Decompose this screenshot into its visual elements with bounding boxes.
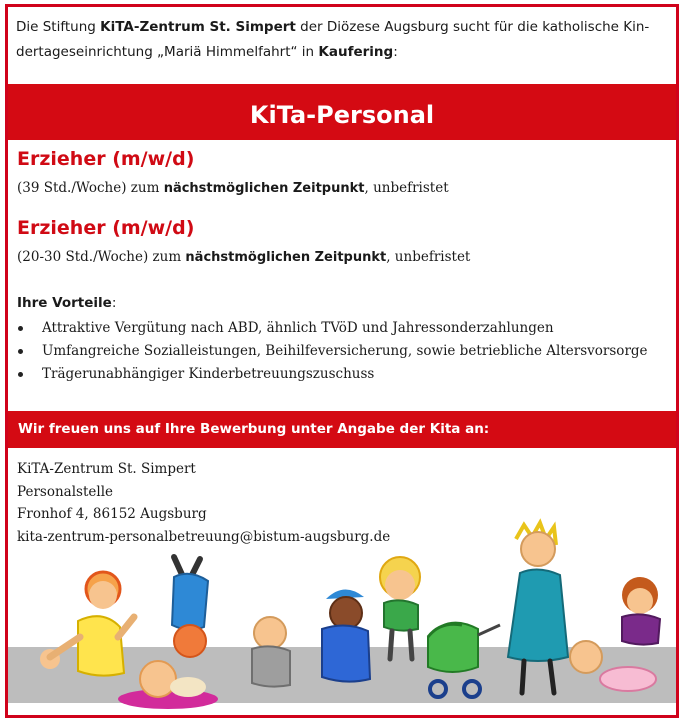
child-figure-blue: [322, 589, 370, 681]
contact-email[interactable]: kita-zentrum-personalbetreuung@bistum-augsburg.de: [17, 528, 391, 545]
organization-name: KiTA-Zentrum St. Simpert: [100, 19, 296, 35]
job-title-2: Erzieher (m/w/d): [17, 217, 195, 239]
bullet-icon: [18, 349, 23, 354]
child-figure-yellow: [40, 572, 134, 676]
address-department: Personalstelle: [17, 483, 114, 500]
job-title-1: Erzieher (m/w/d): [17, 148, 195, 170]
bullet-icon: [18, 372, 23, 377]
child-figure-handstand: [172, 557, 208, 657]
benefits-list: [17, 317, 667, 386]
address-street: Fronhof 4, 86152 Augsburg: [17, 506, 207, 522]
child-figure-purple: [622, 577, 660, 645]
location-name: Kaufering: [318, 44, 394, 60]
title-banner: KiTa-Personal: [8, 84, 676, 140]
apply-banner: Wir freuen uns auf Ihre Bewerbung unter Angabe der Kita an:: [8, 411, 676, 448]
job-description-1: (39 Std./Woche) zum nächstmöglichen Zeitpunkt, unbefristet: [17, 180, 449, 196]
child-figure-grey: [252, 617, 290, 687]
benefit-item: Trägerunabhängiger Kinderbetreuungszuschuss: [17, 363, 667, 386]
child-figure-green: [380, 557, 420, 659]
benefit-item: Umfangreiche Sozialleistungen, Beihilfeversicherung, sowie betriebliche Altersvorsorge: [17, 340, 667, 363]
intro-text: Die Stiftung KiTA-Zentrum St. Simpert der Diözese Augsburg sucht für die katholische Kin- dertageseinrichtung „Mariä Himmelfahrt“ in Kaufering:: [16, 19, 650, 60]
benefit-item: Attraktive Vergütung nach ABD, ähnlich TVöD und Jahressonderzahlungen: [17, 317, 667, 340]
job-description-2: (20-30 Std./Woche) zum nächstmöglichen Zeitpunkt, unbefristet: [17, 249, 471, 265]
address-org: KiTA-Zentrum St. Simpert: [17, 461, 196, 477]
benefits-heading: Ihre Vorteile:: [17, 295, 117, 311]
bullet-icon: [18, 326, 23, 331]
children-illustration: [8, 517, 676, 715]
job-ad-frame: [5, 4, 679, 718]
